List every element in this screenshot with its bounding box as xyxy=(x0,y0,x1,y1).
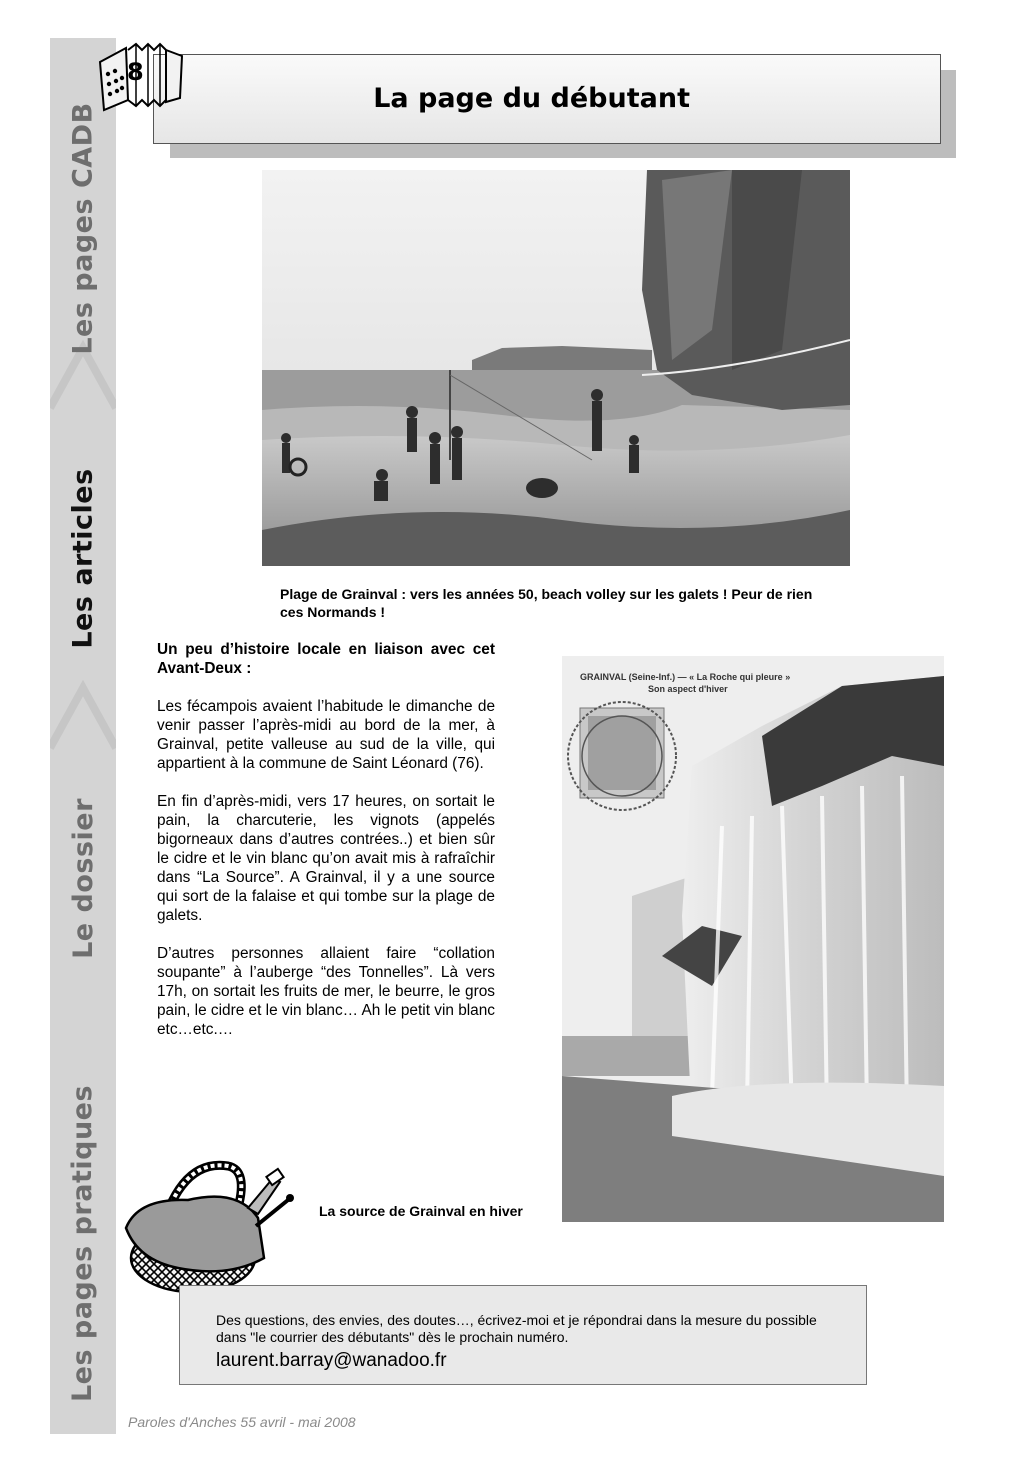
page-header xyxy=(153,54,941,144)
sidebar-item-label: Les articles xyxy=(67,467,99,649)
section-sidebar xyxy=(50,38,116,1434)
winter-photo-caption: La source de Grainval en hiver xyxy=(319,1203,523,1219)
beach-photo xyxy=(262,170,850,566)
article-intro: Un peu d’histoire locale en liaison avec cet Avant-Deux : xyxy=(157,641,495,677)
sidebar-item-label: Les pages CADB xyxy=(67,101,99,355)
contact-email-link[interactable]: laurent.barray@wanadoo.fr xyxy=(216,1350,447,1371)
page-number: 8 xyxy=(127,58,144,86)
sidebar-item-pages-pratiques[interactable] xyxy=(50,1084,116,1402)
article-paragraph: En fin d’après-midi, vers 17 heures, on sortait le pain, la charcuterie, les vignots (appelés bigorneaux dans d’autres contrées..) et bien sûr le cidre et le vin blanc qu’on avait mis à rafraîchir dans “La Source”. A Grainval, il y a une source qui sort de la falaise et qui tombe sur la plage de galets. xyxy=(157,793,495,924)
article-paragraph: D’autres personnes allaient faire “collation soupante” à l’auberge “des Tonnelles”. Là vers 17h, on sortait les fruits de mer, le beurre, le gros pain, le cidre et le vin blanc… Ah le petit vin blanc etc…etc.… xyxy=(157,945,495,1038)
beach-photo-caption: Plage de Grainval : vers les années 50, beach volley sur les galets ! Peur de rien ces Normands ! xyxy=(280,586,813,620)
page-title: La page du débutant xyxy=(373,83,690,114)
sidebar-item-articles[interactable] xyxy=(50,438,116,678)
contact-text: Des questions, des envies, des doutes…, écrivez-moi et je répondrai dans la mesure du possible dans "le courrier des débutants" dès le prochain numéro. xyxy=(216,1312,817,1345)
picnic-basket-icon xyxy=(118,1148,296,1298)
sidebar-item-pages-cadb[interactable] xyxy=(50,78,116,378)
article-paragraph: Les fécampois avaient l’habitude le dimanche de venir passer l’après-midi au bord de la mer, à Grainval, petite valleuse au sud de la ville, qui appartient à la commune de Saint Léonard (76). xyxy=(157,698,495,772)
contact-info-box xyxy=(179,1285,867,1385)
footer-text: Paroles d'Anches 55 avril - mai 2008 xyxy=(128,1414,356,1430)
winter-postcard-photo xyxy=(562,656,944,1222)
chevron-divider-icon xyxy=(50,678,116,758)
sidebar-item-label: Le dossier xyxy=(67,797,99,959)
postcard-subtitle: Son aspect d'hiver xyxy=(648,684,728,694)
sidebar-item-label: Les pages pratiques xyxy=(67,1084,99,1402)
sidebar-item-dossier[interactable] xyxy=(50,768,116,988)
article-body xyxy=(157,640,495,1058)
postcard-title: GRAINVAL (Seine-Inf.) — « La Roche qui pleure » xyxy=(580,672,791,682)
